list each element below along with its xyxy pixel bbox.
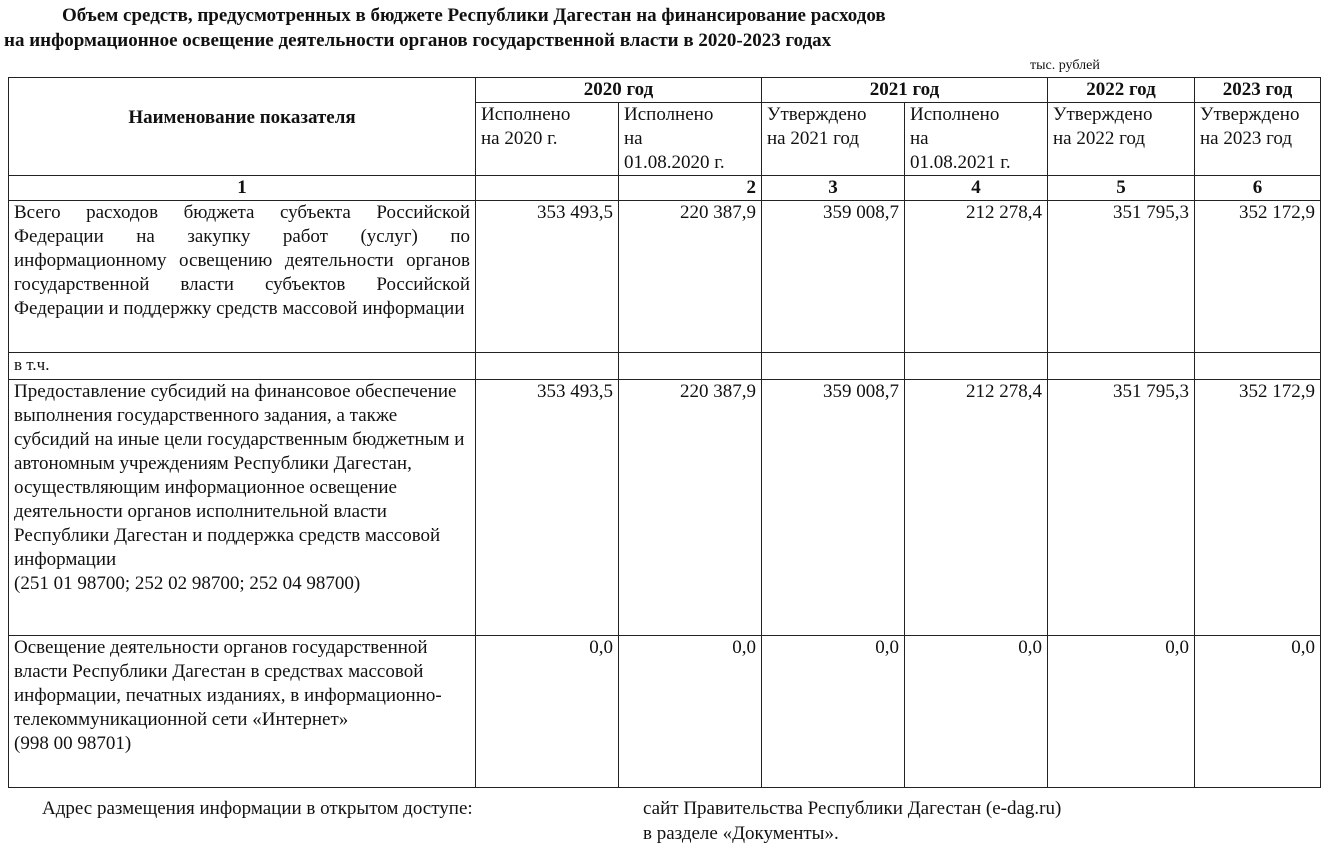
table-row [9, 636, 1321, 788]
column-number: 4 [905, 176, 1048, 201]
value-cell: 359 008,7 [762, 380, 905, 636]
table-row [9, 201, 1321, 353]
table-row [9, 380, 1321, 636]
column-number: 3 [762, 176, 905, 201]
year-header-2022: 2022 год [1048, 78, 1195, 103]
value-cell [905, 353, 1048, 380]
value-cell: 0,0 [905, 636, 1048, 788]
value-cell: 0,0 [1195, 636, 1321, 788]
units-label: тыс. рублей [1030, 58, 1100, 73]
year-header-2020: 2020 год [476, 78, 762, 103]
subheader-cell: Исполнено на 01.08.2020 г. [619, 103, 762, 176]
value-cell: 0,0 [1048, 636, 1195, 788]
year-header-2023: 2023 год [1195, 78, 1321, 103]
title-line-1: Объем средств, предусмотренных в бюджете Республики Дагестан на финансирование расходов [62, 5, 886, 26]
column-number: 6 [1195, 176, 1321, 201]
value-cell: 220 387,9 [619, 201, 762, 353]
indicator-name: Всего расходов бюджета субъекта Российской Федерации на закупку работ (услуг) по информационному освещению деятельности органов государственной власти субъектов Российской Федерации и поддержку средств массовой информации [9, 201, 476, 353]
indicator-name: Предоставление субсидий на финансовое обеспечение выполнения государственного задания, а также субсидий на иные цели государственным бюджетным и автономным учреждениям Республики Дагестан, осуществляющим информационное освещение деятельности органов исполнительной власти Республики Дагестан и поддержка средств массовой информации (251 01 98700; 252 02 98700; 252 04 98700) [9, 380, 476, 636]
value-cell [476, 353, 619, 380]
value-cell: 351 795,3 [1048, 201, 1195, 353]
budget-table [8, 77, 1321, 788]
value-cell [1048, 353, 1195, 380]
value-cell: 0,0 [476, 636, 619, 788]
value-cell: 352 172,9 [1195, 380, 1321, 636]
value-cell: 359 008,7 [762, 201, 905, 353]
value-cell [1195, 353, 1321, 380]
value-cell [619, 353, 762, 380]
year-header-row [9, 78, 1321, 103]
column-number [476, 176, 619, 201]
indicator-name: Освещение деятельности органов государственной власти Республики Дагестан в средствах массовой информации, печатных изданиях, в информационно-телекоммуникационной сети «Интернет» (998 00 98701) [9, 636, 476, 788]
column-number: 2 [619, 176, 762, 201]
subheader-cell: Исполнено на 2020 г. [476, 103, 619, 176]
column-number: 1 [9, 176, 476, 201]
footer-site: сайт Правительства Республики Дагестан (e-dag.ru) [643, 798, 1062, 819]
value-cell [762, 353, 905, 380]
footer-section: в разделе «Документы». [643, 823, 839, 844]
footer-value [643, 796, 1061, 846]
subheader-cell: Исполнено на 01.08.2021 г. [905, 103, 1048, 176]
year-header-2021: 2021 год [762, 78, 1048, 103]
title-line-2: на информационное освещение деятельности органов государственной власти в 2020-2023 годах [4, 30, 832, 51]
subheader-cell: Утверждено на 2023 год [1195, 103, 1321, 176]
indicator-header: Наименование показателя [9, 78, 476, 176]
value-cell: 212 278,4 [905, 380, 1048, 636]
value-cell: 212 278,4 [905, 201, 1048, 353]
value-cell: 220 387,9 [619, 380, 762, 636]
value-cell: 351 795,3 [1048, 380, 1195, 636]
value-cell: 0,0 [619, 636, 762, 788]
column-number-row [9, 176, 1321, 201]
subheader-cell: Утверждено на 2021 год [762, 103, 905, 176]
indicator-name: в т.ч. [9, 353, 476, 380]
table-row [9, 353, 1321, 380]
value-cell: 0,0 [762, 636, 905, 788]
footer-label: Адрес размещения информации в открытом доступе: [42, 798, 473, 819]
subheader-cell: Утверждено на 2022 год [1048, 103, 1195, 176]
value-cell: 353 493,5 [476, 380, 619, 636]
value-cell: 353 493,5 [476, 201, 619, 353]
value-cell: 352 172,9 [1195, 201, 1321, 353]
column-number: 5 [1048, 176, 1195, 201]
